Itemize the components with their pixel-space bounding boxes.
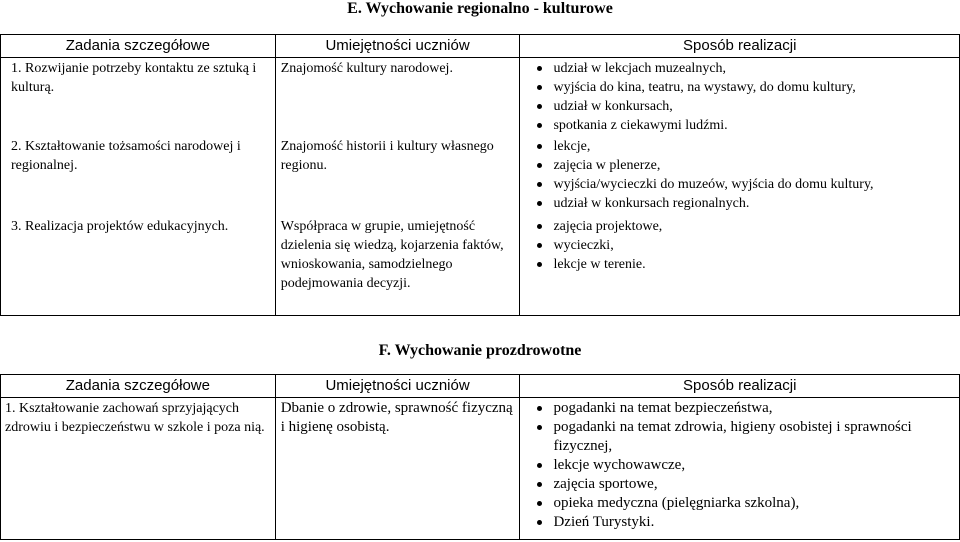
list-item: zajęcia projektowe, xyxy=(520,217,959,236)
bullet-icon xyxy=(537,123,542,128)
header-methods: Sposób realizacji xyxy=(520,375,960,398)
bullet-icon xyxy=(537,463,542,468)
table-row xyxy=(1,398,960,540)
bullet-icon xyxy=(537,85,542,90)
list-item: pogadanki na temat bezpieczeństwa, xyxy=(520,399,959,418)
bullet-icon xyxy=(537,104,542,109)
bullet-icon xyxy=(537,406,542,411)
section-e-title: E. Wychowanie regionalno - kulturowe xyxy=(347,0,613,17)
bullet-icon xyxy=(537,66,542,71)
bullet-icon xyxy=(537,163,542,168)
task-cell: 1. Kształtowanie zachowań sprzyjających zdrowiu i bezpieczeństwu w szkole i poza nią. xyxy=(5,401,265,435)
list-item: udział w konkursach regionalnych. xyxy=(520,194,959,213)
list-item: zajęcia sportowe, xyxy=(520,475,959,494)
bullet-icon xyxy=(537,482,542,487)
list-item: udział w konkursach, xyxy=(520,97,959,116)
bullet-icon xyxy=(537,425,542,430)
list-item: Dzień Turystyki. xyxy=(520,513,959,532)
skill-cell: Dbanie o zdrowie, sprawność fizyczną i higienę osobistą. xyxy=(280,400,513,435)
list-item: wyjścia do kina, teatru, na wystawy, do domu kultury, xyxy=(520,78,959,97)
header-tasks: Zadania szczegółowe xyxy=(1,35,276,58)
list-item: wyjścia/wycieczki do muzeów, wyjścia do domu kultury, xyxy=(520,175,959,194)
bullet-icon xyxy=(537,262,542,267)
table-row xyxy=(1,136,960,216)
skill-cell: Współpraca w grupie, umiejętność dzielenia się wiedzą, kojarzenia faktów, wnioskowania, samodzielnego podejmowania decyzji. xyxy=(280,218,504,291)
bullet-icon xyxy=(537,201,542,206)
list-item: opieka medyczna (pielęgniarka szkolna), xyxy=(520,494,959,513)
bullet-icon xyxy=(537,243,542,248)
list-item: wycieczki, xyxy=(520,236,959,255)
header-skills: Umiejętności uczniów xyxy=(275,35,520,58)
header-skills: Umiejętności uczniów xyxy=(275,375,520,398)
methods-list xyxy=(520,136,959,213)
table-row xyxy=(1,216,960,316)
methods-list xyxy=(520,398,959,532)
table-header-row xyxy=(1,35,960,58)
list-item: zajęcia w plenerze, xyxy=(520,156,959,175)
list-item: spotkania z ciekawymi ludźmi. xyxy=(520,116,959,135)
header-tasks: Zadania szczegółowe xyxy=(1,375,276,398)
bullet-icon xyxy=(537,520,542,525)
methods-list xyxy=(520,216,959,274)
list-item: udział w lekcjach muzealnych, xyxy=(520,59,959,78)
section-f-title: F. Wychowanie prozdrowotne xyxy=(378,342,582,359)
list-item: pogadanki na temat zdrowia, higieny osobistej i sprawności fizycznej, xyxy=(520,418,959,456)
table-header-row xyxy=(1,375,960,398)
list-item: lekcje, xyxy=(520,137,959,156)
task-cell: 3. Realizacja projektów edukacyjnych. xyxy=(11,218,229,234)
list-item: lekcje wychowawcze, xyxy=(520,456,959,475)
bullet-icon xyxy=(537,224,542,229)
header-methods: Sposób realizacji xyxy=(520,35,960,58)
bullet-icon xyxy=(537,501,542,506)
task-cell: 2. Kształtowanie tożsamości narodowej i regionalnej. xyxy=(11,138,241,173)
skill-cell: Znajomość kultury narodowej. xyxy=(280,61,453,76)
list-item: lekcje w terenie. xyxy=(520,255,959,274)
section-f-table xyxy=(0,374,960,540)
skill-cell: Znajomość historii i kultury własnego regionu. xyxy=(280,138,494,173)
table-row xyxy=(1,58,960,136)
task-cell: 1. Rozwijanie potrzeby kontaktu ze sztuką i kulturą. xyxy=(11,61,257,95)
bullet-icon xyxy=(537,144,542,149)
section-e-table xyxy=(0,34,960,316)
methods-list xyxy=(520,58,959,135)
bullet-icon xyxy=(537,182,542,187)
